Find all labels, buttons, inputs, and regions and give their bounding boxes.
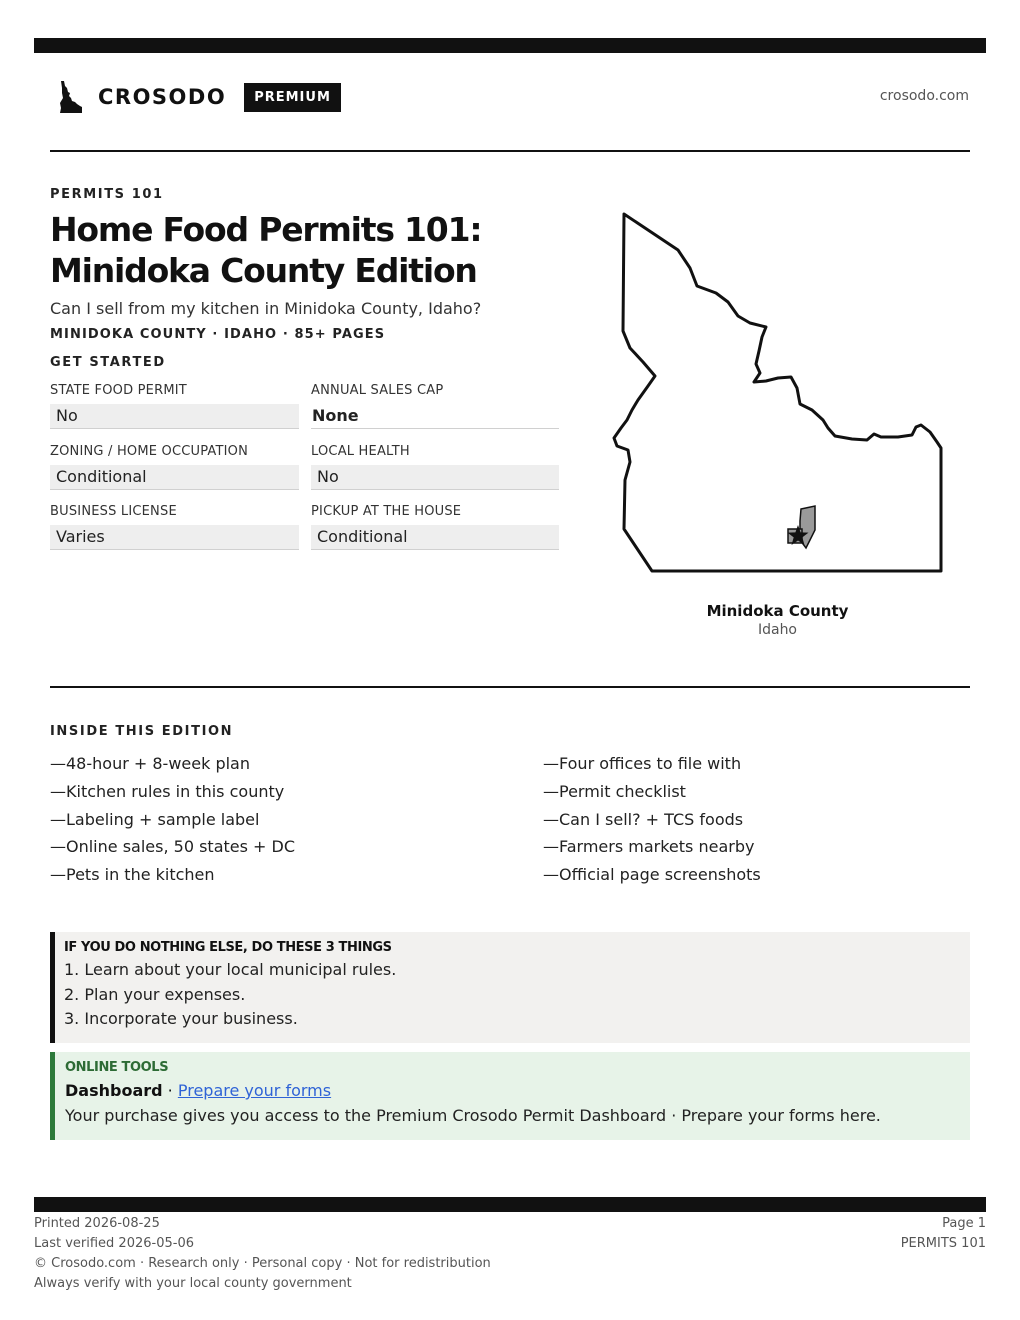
fact-label: ZONING / HOME OCCUPATION [50, 444, 249, 459]
fact-value: No [50, 404, 299, 429]
printed-date: Printed 2026-08-25 [34, 1216, 160, 1231]
dot-separator: · [162, 1081, 178, 1100]
toc-item: —Pets in the kitchen [50, 865, 215, 885]
verified-date: Last verified 2026-05-06 [34, 1236, 194, 1251]
callout-heading: IF YOU DO NOTHING ELSE, DO THESE 3 THINGS [64, 940, 392, 955]
toc-item: —Official page screenshots [543, 865, 761, 885]
callout-item: 2. Plan your expenses. [64, 984, 246, 1004]
premium-badge: PREMIUM [244, 83, 341, 112]
toc-item: —Permit checklist [543, 781, 686, 801]
map-state-name: Idaho [757, 622, 798, 638]
toc-right-column [543, 750, 963, 889]
page-title-line-1: Home Food Permits 101: [50, 210, 482, 249]
online-tools-heading: ONLINE TOOLS [65, 1060, 169, 1075]
online-tools-box [50, 1052, 970, 1140]
idaho-county-map [606, 205, 951, 580]
tools-description: Your purchase gives you access to the Premium Crosodo Permit Dashboard · Prepare your forms here. [65, 1106, 881, 1125]
fact-value: Varies [50, 525, 299, 550]
idaho-state-outline [614, 214, 941, 571]
fact-label: BUSINESS LICENSE [50, 504, 177, 519]
fact-label: LOCAL HEALTH [311, 444, 410, 459]
fact-annual-sales-cap [311, 383, 559, 429]
brand[interactable] [58, 78, 341, 116]
copyright-line: © Crosodo.com · Research only · Personal copy · Not for redistribution [34, 1256, 491, 1271]
callout-item: 1. Learn about your local municipal rules. [64, 960, 397, 979]
idaho-state-silhouette-icon [58, 79, 84, 115]
footer-left [34, 1214, 491, 1294]
fact-business-license [50, 504, 299, 550]
toc-item: —Kitchen rules in this county [50, 781, 285, 801]
callout-list [64, 958, 970, 1032]
site-url[interactable]: crosodo.com [879, 88, 969, 104]
fact-value: Conditional [311, 525, 559, 550]
fact-zoning [50, 444, 299, 490]
page-title [50, 209, 570, 291]
top-bar [34, 38, 986, 53]
bottom-bar [34, 1197, 986, 1212]
fact-label: PICKUP AT THE HOUSE [311, 504, 462, 519]
page-title-line-2: Minidoka County Edition [50, 251, 477, 290]
prepare-forms-link[interactable]: Prepare your forms [177, 1081, 332, 1100]
fact-pickup-at-house [311, 504, 559, 550]
fact-value: Conditional [50, 465, 299, 490]
toc-item: —Labeling + sample label [50, 809, 260, 829]
inside-edition-heading: INSIDE THIS EDITION [50, 724, 234, 739]
fact-label: ANNUAL SALES CAP [311, 383, 444, 398]
map-caption [680, 602, 875, 638]
footer-section: PERMITS 101 [900, 1236, 986, 1251]
toc-left-column [50, 750, 470, 889]
verify-note: Always verify with your local county government [34, 1276, 352, 1291]
three-things-callout [50, 932, 970, 1043]
fact-local-health [311, 444, 559, 490]
toc-item: —Online sales, 50 states + DC [50, 837, 296, 857]
toc-item: —Four offices to file with [543, 754, 742, 773]
get-started-heading: GET STARTED [50, 355, 166, 370]
fact-value: None [311, 404, 559, 429]
dashboard-line [65, 1081, 970, 1100]
footer-right [901, 1214, 986, 1254]
edition-meta: MINIDOKA COUNTY · IDAHO · 85+ PAGES [50, 327, 386, 342]
section-divider [50, 686, 970, 688]
brand-name: CROSODO [98, 85, 227, 109]
toc-item: —Farmers markets nearby [543, 837, 755, 857]
page-number: Page 1 [942, 1216, 986, 1231]
header-divider [50, 150, 970, 152]
fact-label: STATE FOOD PERMIT [50, 383, 187, 398]
fact-state-food-permit [50, 383, 299, 429]
dashboard-label: Dashboard [65, 1081, 163, 1100]
callout-item: 3. Incorporate your business. [64, 1009, 298, 1028]
fact-value: No [311, 465, 559, 490]
toc-item: —Can I sell? + TCS foods [543, 809, 744, 829]
map-county-name: Minidoka County [706, 602, 849, 620]
page-subtitle: Can I sell from my kitchen in Minidoka County, Idaho? [50, 299, 482, 318]
section-kicker: PERMITS 101 [50, 187, 164, 202]
toc-item: —48-hour + 8-week plan [50, 754, 250, 773]
